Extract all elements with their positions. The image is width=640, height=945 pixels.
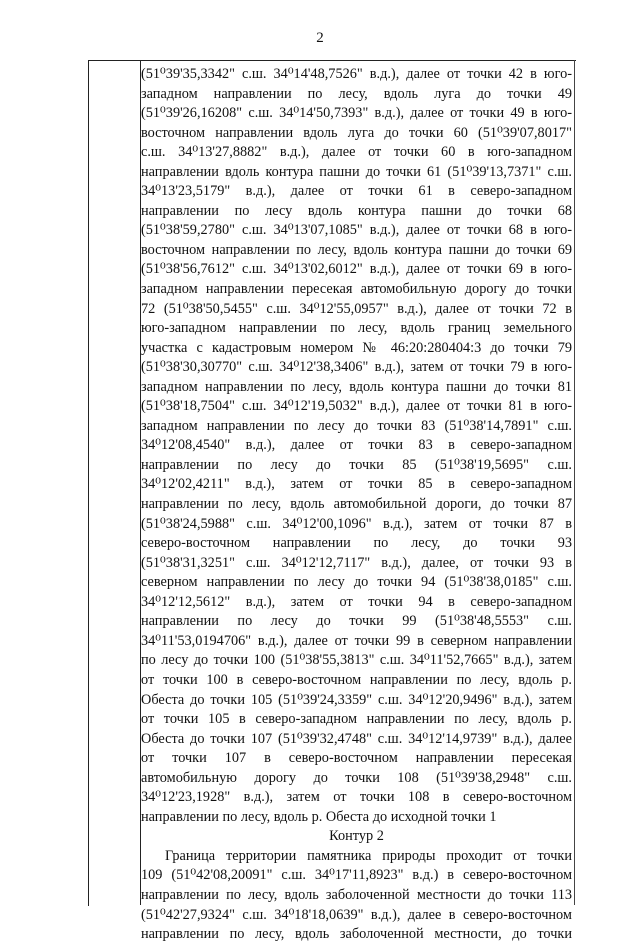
section-heading: Контур 2 [329,828,384,845]
text-line: восточном направлении по лесу, вдоль контура пашни до точки 69 [141,241,572,258]
boundary-description [141,65,572,945]
text-line: (51⁰38'59,2780" с.ш. 34⁰13'07,1085" в.д.), далее от точки 68 в юго- [141,222,572,239]
text-line: восточном направлении вдоль луга до точки 60 (51⁰39'07,8017" [141,124,572,141]
text-line: (51⁰38'18,7504" с.ш. 34⁰12'19,5032" в.д.), далее от точки 81 в юго- [141,398,572,415]
text-line: направлении по лесу вдоль контура пашни до точки 68 [141,202,572,219]
text-line: (51⁰39'35,3342" с.ш. 34⁰14'48,7526" в.д.), далее от точки 42 в юго- [141,66,572,82]
text-line: 34⁰11'53,0194706" в.д.), далее от точки 99 в северном направлении [141,632,572,649]
text-line: 34⁰12'02,4211" в.д.), затем от точки 85 в северо-западном [141,476,572,493]
text-line: западном направлении по лесу, вдоль контура пашни до точки 81 [141,378,572,395]
text-line: западном направлении по лесу, вдоль луга до точки 49 [141,85,572,102]
text-line: от точки 105 в северо-западном направлении по лесу, вдоль р. [141,711,572,728]
text-line: (51⁰39'26,16208" с.ш. 34⁰14'50,7393" в.д.), далее от точки 49 в юго- [141,105,572,122]
text-line: (51⁰42'27,9324" с.ш. 34⁰18'18,0639" в.д.), далее в северо-восточном [141,906,572,923]
text-line: направлении вдоль контура пашни до точки 61 (51⁰39'13,7371" с.ш. [141,163,572,180]
text-line: направлении по лесу до точки 85 (51⁰38'19,5695" с.ш. [141,456,572,473]
text-line: направлении по лесу, вдоль автомобильной дороги, до точки 87 [141,496,572,513]
text-line: (51⁰38'31,3251" с.ш. 34⁰12'12,7117" в.д.), далее, от точки 93 в [141,554,572,571]
table-right-edge [574,60,575,905]
text-line: с.ш. 34⁰13'27,8882" в.д.), далее от точки 60 в юго-западном [141,144,572,161]
text-line: 34⁰13'23,5179" в.д.), далее от точки 61 в северо-западном [141,183,572,200]
text-line: 109 (51⁰42'08,20091" с.ш. 34⁰17'11,8923" в.д.) в северо-восточном [141,867,572,884]
text-line: западном направлении пересекая автомобильную дорогу до точки [141,281,572,298]
text-line: северном направлении по лесу до точки 94 (51⁰38'38,0185" с.ш. [141,574,572,591]
text-line: направлении по лесу до точки 99 (51⁰38'48,5553" с.ш. [141,613,572,630]
text-line: участка с кадастровым номером № 46:20:280404:3 до точки 79 [141,339,572,356]
text-line: (51⁰38'24,5988" с.ш. 34⁰12'00,1096" в.д.), затем от точки 87 в [141,515,572,532]
text-line: направлении по лесу, вдоль заболоченной местности, до точки [141,926,572,943]
text-line: автомобильную дорогу до точки 108 (51⁰39'38,2948" с.ш. [141,769,572,786]
text-line: 72 (51⁰38'50,5455" с.ш. 34⁰12'55,0957" в.д.), далее от точки 72 в [141,300,572,317]
text-line: северо-восточном направлении по лесу, до точки 93 [141,535,572,552]
page-number: 2 [316,30,324,46]
text-line: по лесу до точки 100 (51⁰38'55,3813" с.ш. 34⁰11'52,7665" в.д.), затем [141,652,572,669]
text-line: 34⁰12'12,5612" в.д.), затем от точки 94 в северо-западном [141,593,572,610]
text-line: Обеста до точки 105 (51⁰39'24,3359" с.ш. 34⁰12'20,9496" в.д.), затем [141,691,572,708]
text-line: от точки 100 в северо-восточном направлении по лесу, вдоль р. [141,671,572,688]
text-line: направлении по лесу, вдоль заболоченной местности до точки 113 [141,886,572,903]
text-line: направлении по лесу, вдоль р. Обеста до исходной точки 1 [141,808,497,825]
text-line: 34⁰12'23,1928" в.д.), затем от точки 108 в северо-восточном [141,789,572,806]
text-line: (51⁰38'56,7612" с.ш. 34⁰13'02,6012" в.д.), далее от точки 69 в юго- [141,261,572,278]
text-line: (51⁰38'30,30770" с.ш. 34⁰12'38,3406" в.д.), затем от точки 79 в юго- [141,359,572,376]
text-line: 34⁰12'08,4540" в.д.), далее от точки 83 в северо-западном [141,437,572,454]
text-line: Граница территории памятника природы проходит от точки [165,847,572,864]
text-line: западном направлении по лесу до точки 83 (51⁰38'14,7891" с.ш. [141,417,572,434]
text-line: Обеста до точки 107 (51⁰39'32,4748" с.ш. 34⁰12'14,9739" в.д.), далее [141,730,572,747]
text-line: юго-западном направлении по лесу, вдоль границ земельного [141,320,572,337]
text-line: от точки 107 в северо-восточном направлении пересекая [141,750,572,767]
